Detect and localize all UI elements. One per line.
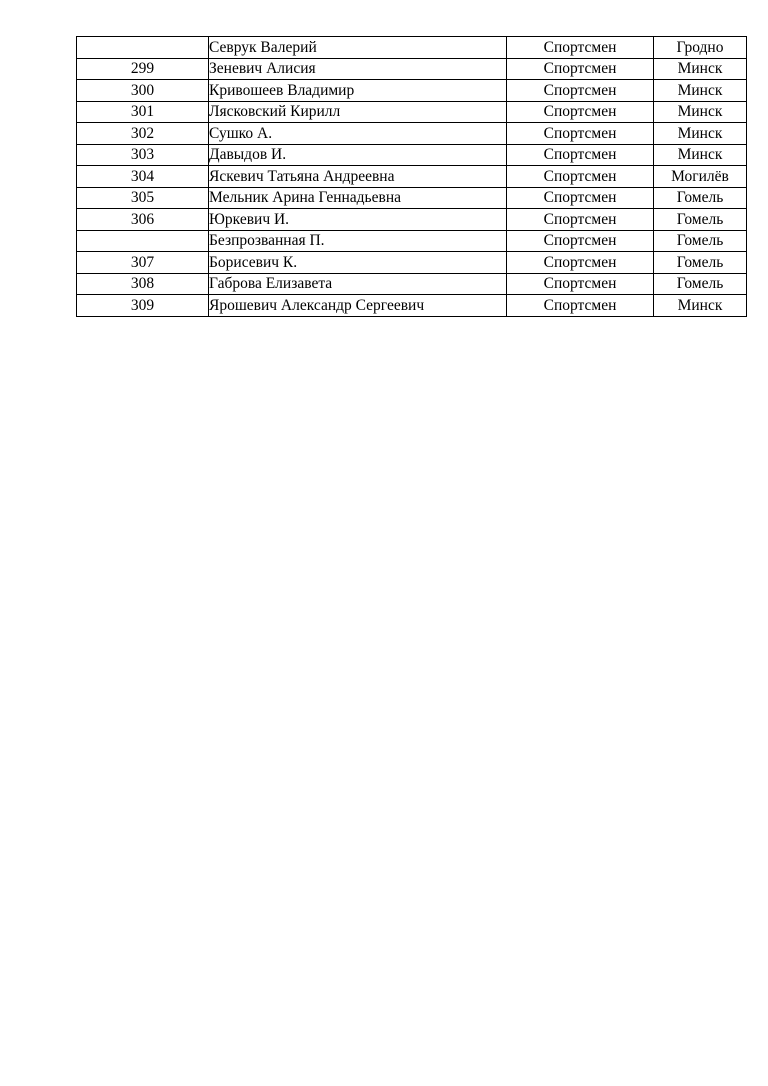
- name-cell: Зеневич Алисия: [209, 58, 507, 80]
- name-cell: Борисевич К.: [209, 252, 507, 274]
- role-cell: Спортсмен: [507, 187, 654, 209]
- city-cell: Гомель: [654, 273, 747, 295]
- row-number-cell: 309: [77, 295, 209, 317]
- table-row: [77, 230, 747, 252]
- table-row: [77, 37, 747, 59]
- participants-table: [76, 36, 747, 317]
- role-cell: Спортсмен: [507, 295, 654, 317]
- row-number-cell: 301: [77, 101, 209, 123]
- row-number-cell: [77, 230, 209, 252]
- table-row: [77, 123, 747, 145]
- table-row: [77, 252, 747, 274]
- name-cell: Габрова Елизавета: [209, 273, 507, 295]
- table-row: [77, 209, 747, 231]
- name-cell: Кривошеев Владимир: [209, 80, 507, 102]
- city-cell: Могилёв: [654, 166, 747, 188]
- table-row: [77, 187, 747, 209]
- row-number-cell: 302: [77, 123, 209, 145]
- table-row: [77, 295, 747, 317]
- city-cell: Минск: [654, 80, 747, 102]
- role-cell: Спортсмен: [507, 144, 654, 166]
- city-cell: Минск: [654, 295, 747, 317]
- city-cell: Минск: [654, 101, 747, 123]
- name-cell: Лясковский Кирилл: [209, 101, 507, 123]
- role-cell: Спортсмен: [507, 37, 654, 59]
- city-cell: Гомель: [654, 252, 747, 274]
- name-cell: Давыдов И.: [209, 144, 507, 166]
- role-cell: Спортсмен: [507, 273, 654, 295]
- row-number-cell: 304: [77, 166, 209, 188]
- table-row: [77, 144, 747, 166]
- table-row: [77, 80, 747, 102]
- table-row: [77, 273, 747, 295]
- city-cell: Минск: [654, 144, 747, 166]
- row-number-cell: 299: [77, 58, 209, 80]
- row-number-cell: 300: [77, 80, 209, 102]
- role-cell: Спортсмен: [507, 123, 654, 145]
- name-cell: Безпрозванная П.: [209, 230, 507, 252]
- row-number-cell: 303: [77, 144, 209, 166]
- role-cell: Спортсмен: [507, 209, 654, 231]
- name-cell: Мельник Арина Геннадьевна: [209, 187, 507, 209]
- table-row: [77, 166, 747, 188]
- city-cell: Минск: [654, 58, 747, 80]
- name-cell: Яскевич Татьяна Андреевна: [209, 166, 507, 188]
- role-cell: Спортсмен: [507, 230, 654, 252]
- city-cell: Гомель: [654, 230, 747, 252]
- role-cell: Спортсмен: [507, 252, 654, 274]
- role-cell: Спортсмен: [507, 166, 654, 188]
- role-cell: Спортсмен: [507, 58, 654, 80]
- city-cell: Гомель: [654, 187, 747, 209]
- role-cell: Спортсмен: [507, 80, 654, 102]
- city-cell: Гомель: [654, 209, 747, 231]
- row-number-cell: 305: [77, 187, 209, 209]
- city-cell: Минск: [654, 123, 747, 145]
- row-number-cell: 307: [77, 252, 209, 274]
- name-cell: Севрук Валерий: [209, 37, 507, 59]
- row-number-cell: 308: [77, 273, 209, 295]
- row-number-cell: [77, 37, 209, 59]
- table-row: [77, 101, 747, 123]
- row-number-cell: 306: [77, 209, 209, 231]
- table-row: [77, 58, 747, 80]
- name-cell: Ярошевич Александр Сергеевич: [209, 295, 507, 317]
- name-cell: Юркевич И.: [209, 209, 507, 231]
- name-cell: Сушко А.: [209, 123, 507, 145]
- city-cell: Гродно: [654, 37, 747, 59]
- role-cell: Спортсмен: [507, 101, 654, 123]
